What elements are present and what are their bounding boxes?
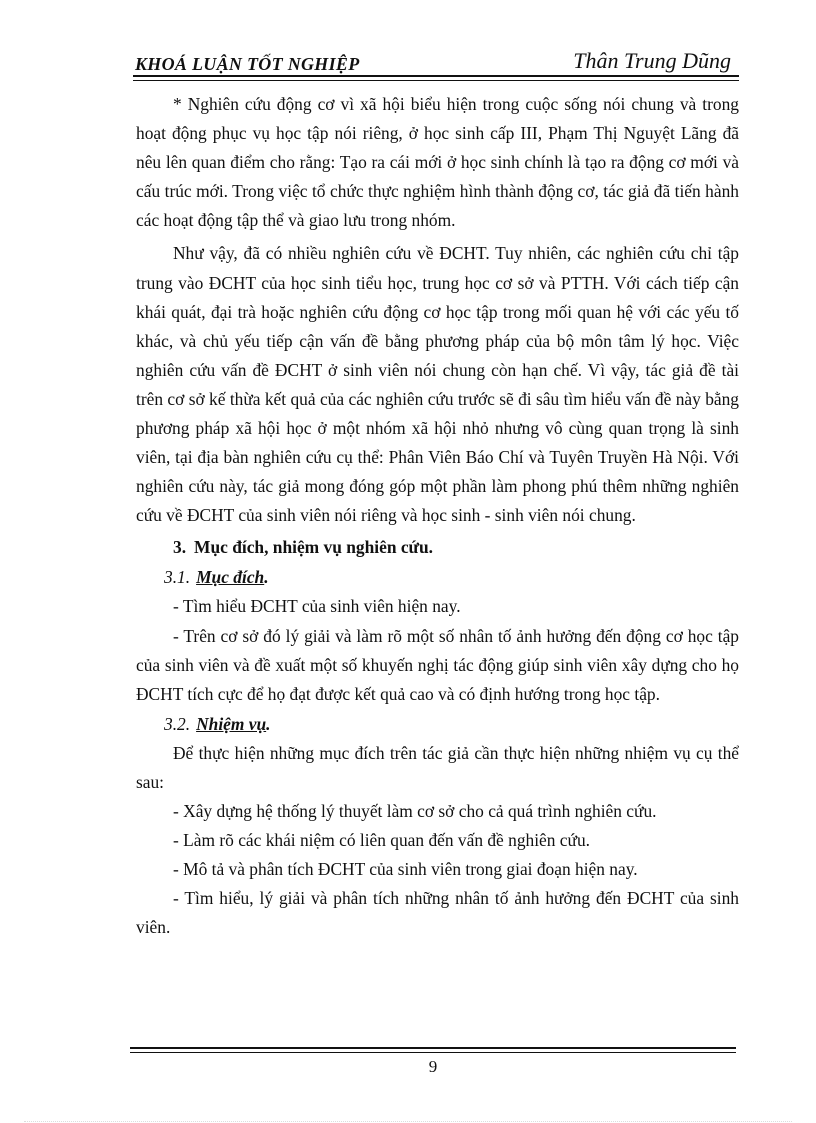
thesis-title: KHOÁ LUẬN TỐT NGHIỆP [135, 54, 360, 74]
section-number: 3. [173, 537, 187, 558]
paragraph: - Trên cơ sở đó lý giải và làm rõ một số nhân tố ảnh hưởng đến động cơ học tập của sinh viên và đề xuất một số khuyến nghị tác động giúp sinh viên xây dựng cho họ ĐCHT tích cực để họ đạt được kết quả cao và có định hướng trong học tập. [136, 625, 739, 704]
subsection-title: Mục đích [196, 567, 265, 588]
subsection-heading [136, 562, 739, 592]
paragraph: Như vậy, đã có nhiều nghiên cứu về ĐCHT. Tuy nhiên, các nghiên cứu chỉ tập trung vào ĐCHT của học sinh tiểu học, trung học cơ sở và PTTH. Với cách tiếp cận khái quát, đại trà hoặc nghiên cứu động cơ học tập trong mối quan hệ với các yếu tố khác, và chủ yếu tiếp cận vấn đề bằng phương pháp của bộ môn tâm lý học. Việc nghiên cứu vấn đề ĐCHT ở sinh viên nói chung còn hạn chế. Vì vậy, tác giả đề tài trên cơ sở kế thừa kết quả của các nghiên cứu trước sẽ đi sâu tìm hiểu vấn đề này bằng phương pháp xã hội học ở một nhóm xã hội nhỏ nhưng vô cùng quan trọng là sinh viên, tại địa bàn nghiên cứu cụ thể: Phân Viên Báo Chí và Tuyên Truyền Hà Nội. Với nghiên cứu này, tác giả mong đóng góp một phần làm phong phú thêm những nghiên cứu về ĐCHT của sinh viên nói riêng và học sinh - sinh viên nói chung. [136, 243, 739, 526]
page-edge-divider [24, 1121, 792, 1122]
paragraph: - Tìm hiểu ĐCHT của sinh viên hiện nay. [173, 596, 461, 617]
page-body [136, 90, 739, 942]
section-title: Mục đích, nhiệm vụ nghiên cứu. [194, 537, 434, 558]
list-item: - Mô tả và phân tích ĐCHT của sinh viên trong giai đoạn hiện nay. [173, 859, 638, 880]
subsection-heading [136, 709, 739, 739]
footer-rule [130, 1047, 736, 1053]
header-rule [133, 75, 739, 81]
paragraph: Để thực hiện những mục đích trên tác giả cần thực hiện những nhiệm vụ cụ thể sau: [136, 742, 739, 792]
subsection-tail: . [264, 567, 269, 588]
list-item: - Tìm hiểu, lý giải và phân tích những nhân tố ảnh hưởng đến ĐCHT của sinh viên. [136, 888, 739, 938]
page-footer [130, 1047, 736, 1087]
subsection-number: 3.1. [164, 567, 191, 588]
page-number: 9 [428, 1057, 438, 1076]
paragraph: * Nghiên cứu động cơ vì xã hội biểu hiện trong cuộc sống nói chung và trong hoạt động phục vụ học tập nói riêng, ở học sinh cấp III, Phạm Thị Nguyệt Lãng đã nêu lên quan điểm cho rằng: Tạo ra cái mới ở học sinh chính là tạo ra động cơ mới và cấu trúc mới. Trong việc tổ chức thực nghiệm hình thành động cơ, tác giả đã tiến hành các hoạt động tập thể và giao lưu trong nhóm. [136, 94, 739, 231]
page-header [133, 44, 739, 78]
list-item: - Làm rõ các khái niệm có liên quan đến vấn đề nghiên cứu. [173, 830, 590, 851]
author-name: Thân Trung Dũng [573, 48, 731, 73]
list-item: - Xây dựng hệ thống lý thuyết làm cơ sở cho cả quá trình nghiên cứu. [173, 800, 657, 821]
subsection-tail: . [266, 713, 271, 734]
section-heading [136, 532, 739, 562]
subsection-title: Nhiệm vụ [196, 713, 267, 734]
subsection-number: 3.2. [164, 713, 191, 734]
